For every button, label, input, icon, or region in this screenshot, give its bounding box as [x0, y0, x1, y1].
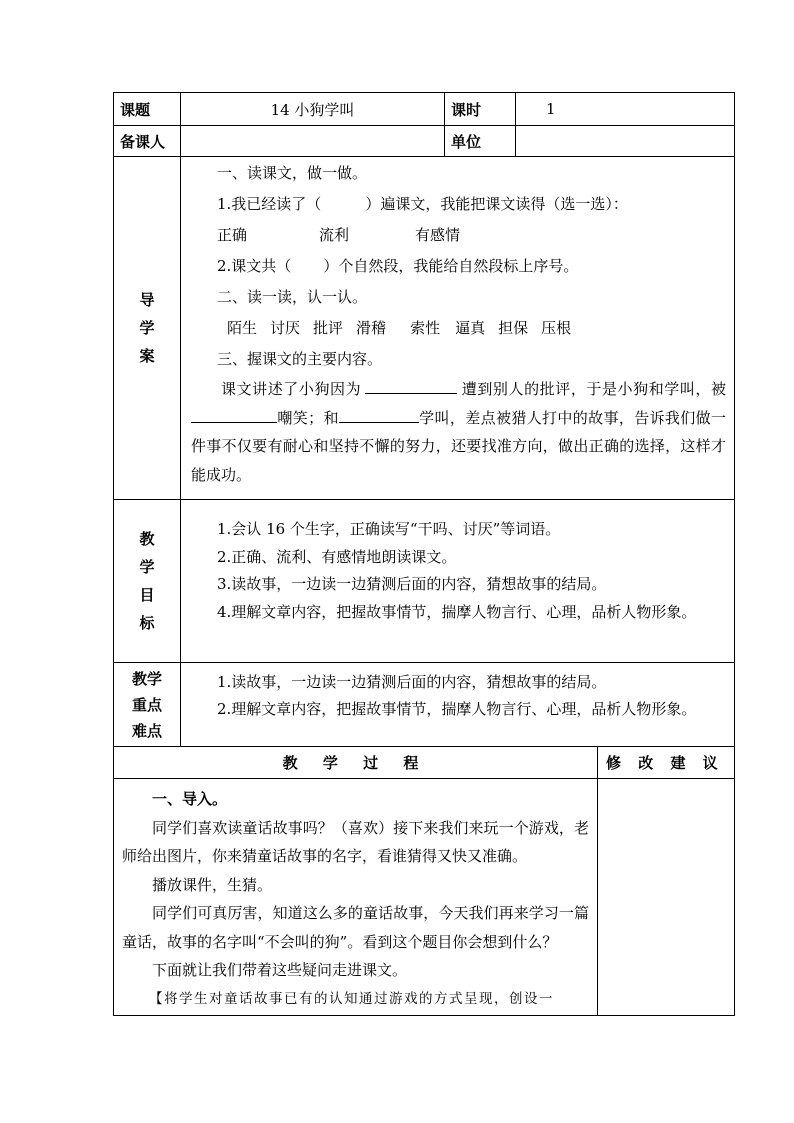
vocab-word: 讨厌 — [270, 319, 301, 337]
course-row — [114, 93, 735, 126]
guide-label — [114, 157, 181, 500]
unit-value — [516, 126, 735, 157]
summary-part-3: 嘲笑；和 — [277, 408, 339, 427]
option-correct: 正确 — [217, 226, 248, 244]
goals-label-char: 目 — [139, 586, 155, 604]
process-title: 教 学 过 程 — [114, 747, 598, 779]
fill-blank-3[interactable] — [339, 408, 419, 423]
section1-title: 一、读课文，做一做。 — [217, 164, 368, 182]
preparer-label: 备课人 — [114, 126, 181, 157]
guide-row — [114, 157, 735, 500]
key-points-content — [181, 663, 735, 747]
course-label: 课题 — [114, 93, 181, 126]
key-points-row — [114, 663, 735, 747]
option-fluent: 流利 — [319, 226, 350, 244]
key-point-item: 2.理解文章内容，把握故事情节，揣摩人物言行、心理，品析人物形象。 — [217, 700, 697, 718]
key-points-label-line: 教学 — [131, 669, 162, 688]
vocab-word: 索性 — [410, 319, 441, 337]
goals-label-char: 学 — [139, 558, 155, 576]
suggestion-title: 修 改 建 议 — [598, 747, 735, 779]
goals-row — [114, 500, 735, 663]
process-note: 【将学生对童话故事已有的认知通过游戏的方式呈现，创设一 — [149, 990, 554, 1007]
vocab-word: 逼真 — [455, 319, 486, 337]
process-paragraph: 同学们可真厉害，知道这么多的童话故事，今天我们再来学习一篇童话，故事的名字叫“不会叫的狗”。看到这个题目你会想到什么？ — [122, 904, 589, 951]
period-label: 课时 — [445, 93, 516, 126]
goals-label-char: 标 — [139, 614, 155, 632]
goals-content — [181, 500, 735, 663]
q2-part-b: ）个自然段，我能给自然段标上序号。 — [323, 257, 579, 275]
process-content — [114, 779, 598, 1016]
fill-blank-1[interactable] — [365, 379, 457, 394]
guide-content — [181, 157, 735, 500]
preparer-row — [114, 126, 735, 157]
q2-part-a: 2.课文共（ — [217, 257, 292, 275]
summary-part-2: 遭到别人的批评，于是小狗和学叫，被 — [461, 380, 727, 398]
option-emotion: 有感情 — [415, 226, 461, 244]
q1-part-b: ）遍课文，我能把课文读得（选一选）： — [365, 195, 628, 213]
goal-item: 3.读故事，一边读一边猜测后面的内容，猜想故事的结局。 — [217, 575, 607, 593]
q1-part-a: 1.我已经读了（ — [217, 195, 322, 213]
goal-item: 2.正确、流利、有感情地朗读课文。 — [217, 547, 457, 566]
question-2 — [191, 251, 726, 282]
summary-part-4: 学叫，差点被猎人打中的故事，告诉我们做一件事不仅要有耐心和坚持不懈的努力，还要找准方向，做出正确的选择，这样才能成功。 — [191, 408, 727, 484]
key-points-label — [114, 663, 181, 747]
goal-item: 4.理解文章内容，把握故事情节，揣摩人物言行、心理，品析人物形象。 — [217, 602, 697, 621]
fill-blank-2[interactable] — [191, 408, 277, 423]
section3-title: 三、握课文的主要内容。 — [217, 350, 383, 368]
vocab-word: 批评 — [313, 319, 344, 337]
course-title: 14 小狗学叫 — [181, 93, 445, 126]
process-paragraph: 同学们喜欢读童话故事吗？（喜欢）接下来我们来玩一个游戏，老师给出图片，你来猜童话故事的名字，看谁猜得又快又准确。 — [122, 818, 589, 865]
guide-label-char: 导 — [139, 291, 155, 309]
suggestion-cell — [598, 779, 735, 1016]
process-paragraph: 播放课件，生猜。 — [152, 875, 273, 894]
summary-paragraph — [191, 375, 726, 489]
question-1 — [191, 189, 726, 220]
guide-label-char: 案 — [139, 347, 155, 365]
unit-label: 单位 — [445, 126, 516, 157]
vocab-word: 陌生 — [227, 319, 258, 337]
vocab-word: 滑稽 — [356, 319, 387, 337]
vocab-word: 压根 — [541, 319, 572, 337]
process-paragraph: 下面就让我们带着这些疑问走进课文。 — [152, 961, 408, 979]
vocab-list — [191, 313, 726, 344]
key-point-item: 1.读故事，一边读一边猜测后面的内容，猜想故事的结局。 — [217, 673, 607, 691]
goal-item: 1.会认 16 个生字，正确读写“干吗、讨厌”等词语。 — [217, 520, 561, 538]
reading-options — [191, 220, 726, 251]
guide-label-char: 学 — [139, 319, 155, 337]
goals-label — [114, 500, 181, 663]
process-header-row — [114, 747, 735, 779]
process-heading: 一、导入。 — [152, 790, 228, 808]
process-content-row — [114, 779, 735, 1016]
key-points-label-line: 难点 — [131, 721, 162, 740]
period-value: 1 — [516, 93, 735, 126]
summary-part-1: 课文讲述了小狗因为 — [221, 380, 362, 398]
vocab-word: 担保 — [498, 319, 529, 337]
preparer-value — [181, 126, 445, 157]
section2-title: 二、读一读，认一认。 — [217, 288, 368, 306]
lesson-plan-table — [113, 92, 735, 1016]
goals-label-char: 教 — [139, 530, 155, 548]
key-points-label-line: 重点 — [131, 695, 162, 714]
